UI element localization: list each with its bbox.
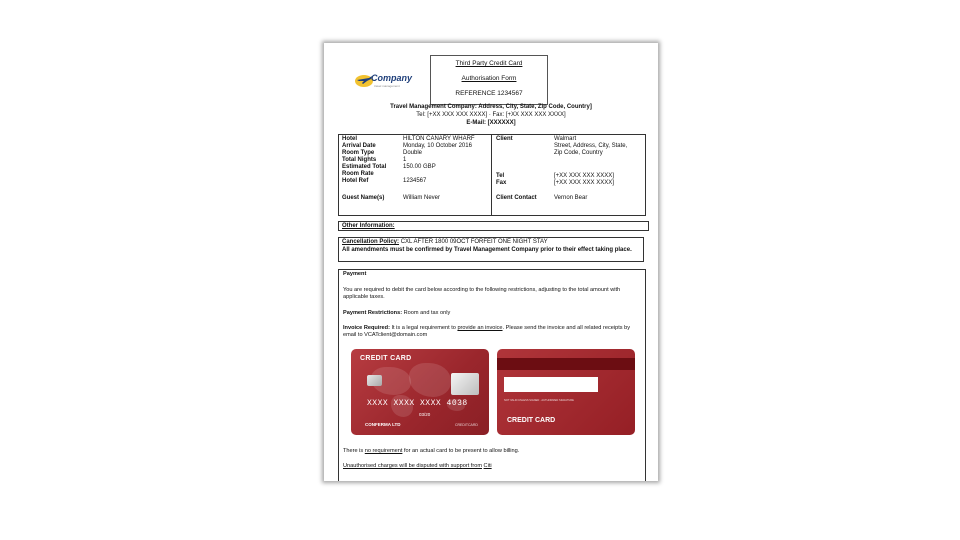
authorisation-form-page <box>324 43 658 481</box>
company-logo <box>354 69 424 91</box>
client-label: Client <box>496 136 513 142</box>
company-details <box>324 103 658 127</box>
nights-label: Total Nights <box>342 157 377 163</box>
client-value: Walmart <box>554 136 577 142</box>
room-type-label: Room Type <box>342 150 375 156</box>
no-card-text-b: for an actual card to be present to allow billing. <box>403 448 520 454</box>
room-rate-label: Room Rate <box>342 171 374 177</box>
nights-value: 1 <box>403 157 407 163</box>
invoice-text-a: It is a legal requirement to <box>391 325 456 331</box>
client-fax-label: Fax <box>496 180 507 186</box>
invoice-text-b: . Please send the invoice and all related receipts by email to VCATclient@domain.com <box>343 325 631 338</box>
cancellation-note: All amendments must be confirmed by Travel Management Company prior to their effect taking place. <box>342 246 632 253</box>
client-address-line1: Street, Address, City, State, <box>554 143 628 149</box>
payment-restrictions-label: Payment Restrictions: <box>343 310 403 316</box>
form-title-box <box>430 55 548 105</box>
no-card-requirement <box>343 448 641 455</box>
card-hologram-icon <box>451 373 479 395</box>
card-front-title: CREDIT CARD <box>360 355 412 362</box>
payment-heading: Payment <box>343 271 367 277</box>
signature-panel <box>504 377 598 392</box>
invoice-label: Invoice Required: <box>343 325 390 331</box>
estimated-total-label: Estimated Total <box>342 164 387 170</box>
cancellation-policy-box <box>338 237 644 262</box>
other-information-label: Other Information: <box>342 223 395 229</box>
form-reference: REFERENCE 1234567 <box>455 90 523 97</box>
estimated-total-value: 150.00 GBP <box>403 164 436 170</box>
client-contact-value: Vernon Bear <box>554 195 588 201</box>
form-title-line1: Third Party Credit Card <box>455 60 523 67</box>
card-chip-icon <box>367 375 382 386</box>
hotel-label: Hotel <box>342 136 357 142</box>
card-holder: CONFERMA LTD <box>365 422 401 427</box>
guest-value: William Never <box>403 195 441 201</box>
cancellation-policy: CXL AFTER 1800 09OCT FORFEIT ONE NIGHT STAY <box>400 239 548 245</box>
payment-restrictions <box>343 310 641 317</box>
logo-tagline: travel management <box>374 84 400 88</box>
company-tel-fax: Tel: [+XX XXX XXX XXXX] · Fax: [+XX XXX XXX XXXX] <box>416 112 566 118</box>
logo-text: Company <box>371 73 413 83</box>
card-expiry: 03/20 <box>419 412 431 417</box>
card-back-title: CREDIT CARD <box>507 417 556 424</box>
company-address: Travel Management Company: Address, City, State, Zip Code, Country] <box>390 104 592 110</box>
booking-divider <box>491 135 492 215</box>
client-fax-value: [+XX XXX XXX XXXX] <box>554 180 614 186</box>
payment-box <box>338 269 646 481</box>
payment-restrictions-value: Room and tax only <box>403 310 451 316</box>
company-email: E-Mail: [XXXXXX] <box>466 120 516 126</box>
hotel-ref-value: 1234567 <box>403 178 427 184</box>
cancellation-label: Cancellation Policy: <box>342 239 400 245</box>
form-title-line2: Authorisation Form <box>461 75 517 82</box>
payment-intro: You are required to debit the card below according to the following restrictions, adjusting to the total amount with applicable taxes. <box>343 287 621 300</box>
arrival-value: Monday, 10 October 2016 <box>403 143 472 149</box>
card-number: XXXX XXXX XXXX 4038 <box>367 399 468 408</box>
other-information-box <box>338 221 649 231</box>
hotel-value: HILTON CANARY WHARF <box>403 136 475 142</box>
credit-card-front <box>351 349 489 435</box>
hotel-ref-label: Hotel Ref <box>342 178 369 184</box>
arrival-label: Arrival Date <box>342 143 376 149</box>
client-tel-value: [+XX XXX XXX XXXX] <box>554 173 614 179</box>
magnetic-stripe <box>497 358 635 370</box>
invoice-requirement <box>343 325 641 339</box>
card-back-fine-print: NOT VALID UNLESS SIGNED · AUTHORIZED SIGNATURE <box>504 399 574 402</box>
citi-link[interactable]: Citi <box>483 463 492 469</box>
credit-card-back <box>497 349 635 435</box>
room-type-value: Double <box>403 150 423 156</box>
client-contact-label: Client Contact <box>496 195 537 201</box>
unauthorised-text: Unauthorised charges will be disputed with support from <box>343 463 482 469</box>
client-address-line2: Zip Code, Country <box>554 150 603 156</box>
map-continent <box>409 363 451 397</box>
no-card-text-a: There is <box>343 448 364 454</box>
no-requirement-link[interactable]: no requirement <box>364 448 403 454</box>
unauthorised-charges <box>343 463 641 470</box>
booking-details-box <box>338 134 646 216</box>
client-tel-label: Tel <box>496 173 505 179</box>
card-brand: CREDITCARD <box>455 423 478 427</box>
guest-label: Guest Name(s) <box>342 195 385 201</box>
invoice-link[interactable]: provide an invoice <box>457 325 503 331</box>
